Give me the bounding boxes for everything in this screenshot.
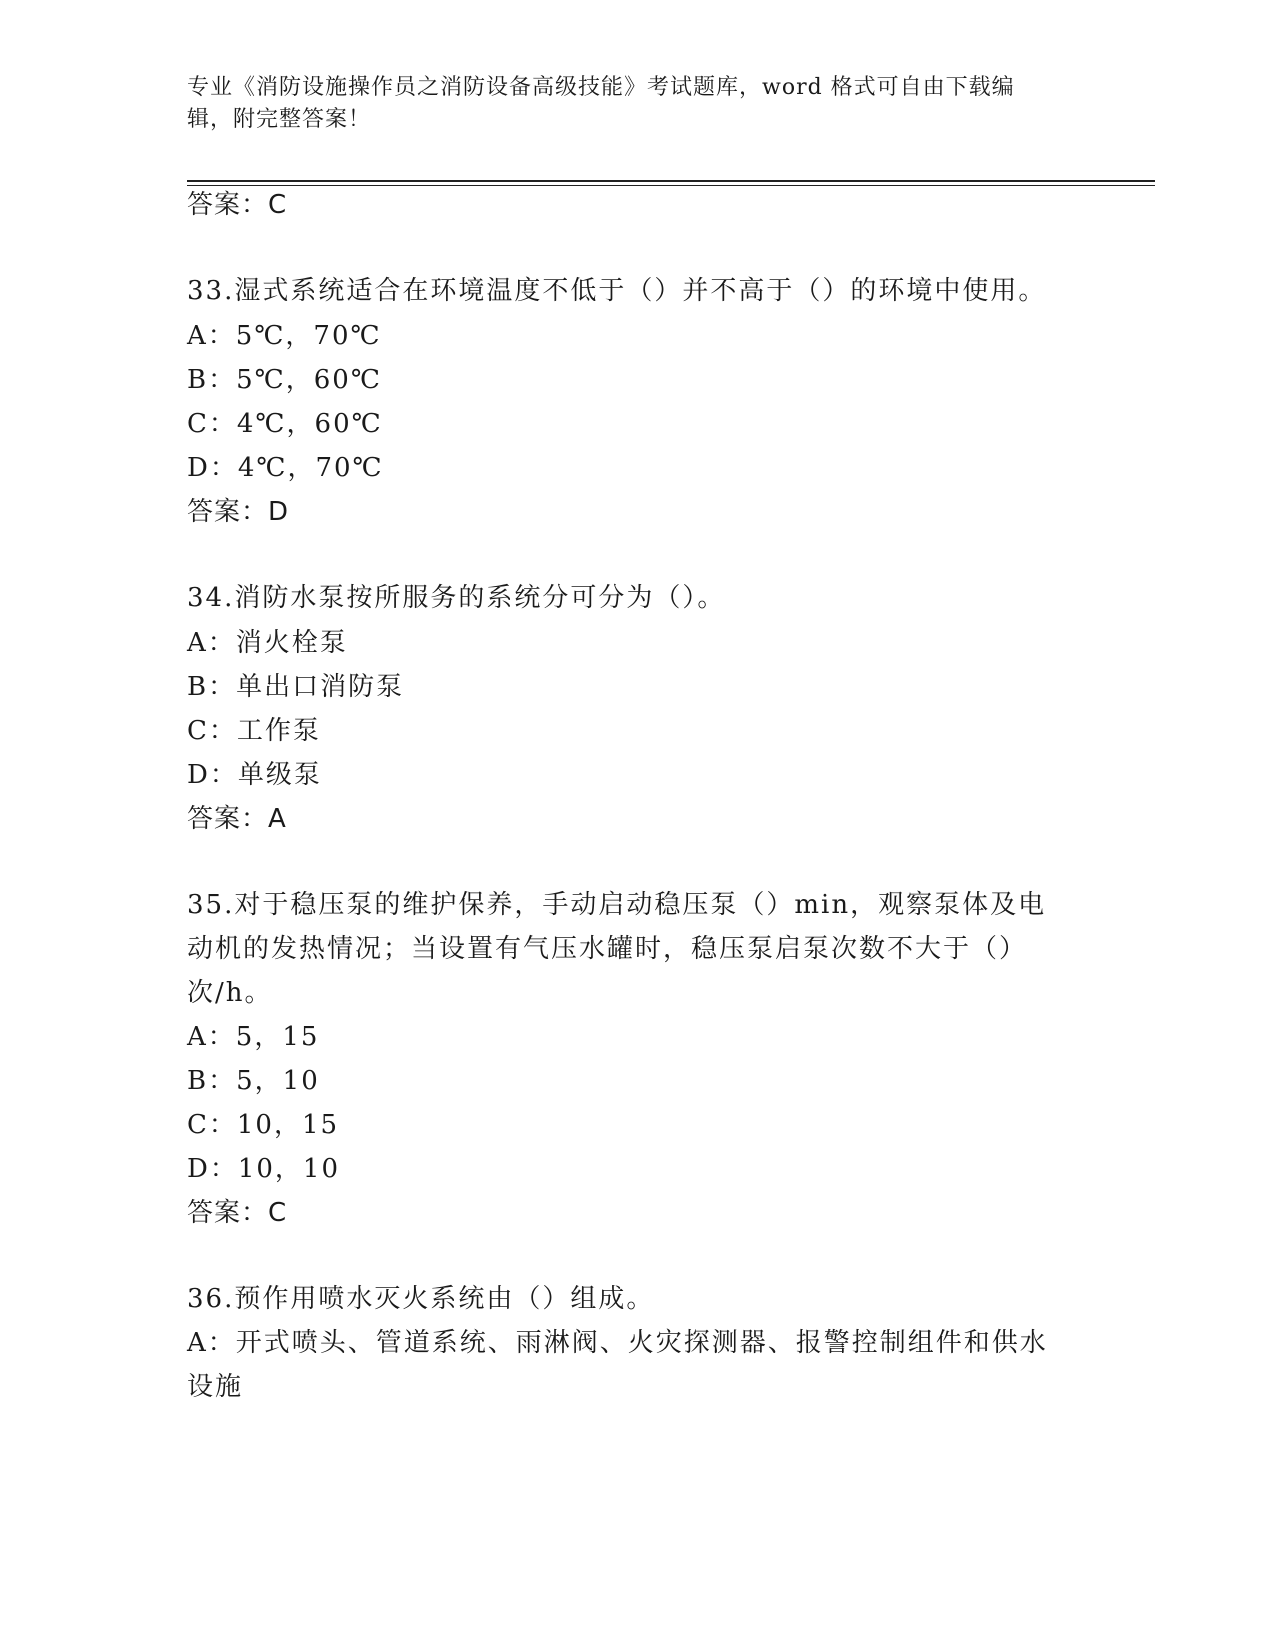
question-35-option-b: B：5，10 (187, 1066, 320, 1096)
document-header (187, 72, 1067, 136)
question-34-answer: 答案：A (187, 804, 287, 834)
question-35-option-a: A：5，15 (187, 1022, 320, 1052)
question-33-option-c: C：4℃，60℃ (187, 409, 383, 439)
question-33-option-a: A：5℃，70℃ (187, 321, 382, 351)
answer-previous: 答案：C (187, 190, 288, 220)
question-33-answer: 答案：D (187, 497, 290, 527)
question-36-stem: 36.预作用喷水灭火系统由（）组成。 (187, 1284, 655, 1314)
question-35-stem-line-3: 次/h。 (187, 978, 273, 1008)
question-34-option-b: B：单出口消防泵 (187, 672, 405, 702)
question-34-option-a: A：消火栓泵 (187, 628, 348, 658)
header-line-2: 辑，附完整答案！ (187, 107, 372, 132)
question-34-option-c: C：工作泵 (187, 716, 321, 746)
question-36-option-a: A：开式喷头、管道系统、雨淋阀、火灾探测器、报警控制组件和供水 (187, 1328, 1048, 1358)
question-34-option-d: D：单级泵 (187, 760, 322, 790)
question-34-stem: 34.消防水泵按所服务的系统分可分为（）。 (187, 583, 726, 613)
question-36-option-a-continued: 设施 (187, 1372, 244, 1402)
question-33-stem: 33.湿式系统适合在环境温度不低于（）并不高于（）的环境中使用。 (187, 276, 1047, 306)
question-35-option-c: C：10，15 (187, 1110, 340, 1140)
question-35-option-d: D：10，10 (187, 1154, 341, 1184)
header-divider-thick (187, 180, 1155, 182)
question-35-stem-line-2: 动机的发热情况；当设置有气压水罐时，稳压泵启泵次数不大于（） (187, 934, 1028, 964)
header-line-1: 专业《消防设施操作员之消防设备高级技能》考试题库，word 格式可自由下载编 (187, 75, 1015, 100)
header-divider-thin (187, 185, 1155, 186)
question-33-option-b: B：5℃，60℃ (187, 365, 382, 395)
question-35-answer: 答案：C (187, 1198, 288, 1228)
question-33-option-d: D：4℃，70℃ (187, 453, 384, 483)
question-35-stem-line-1: 35.对于稳压泵的维护保养，手动启动稳压泵（）min，观察泵体及电 (187, 890, 1047, 920)
